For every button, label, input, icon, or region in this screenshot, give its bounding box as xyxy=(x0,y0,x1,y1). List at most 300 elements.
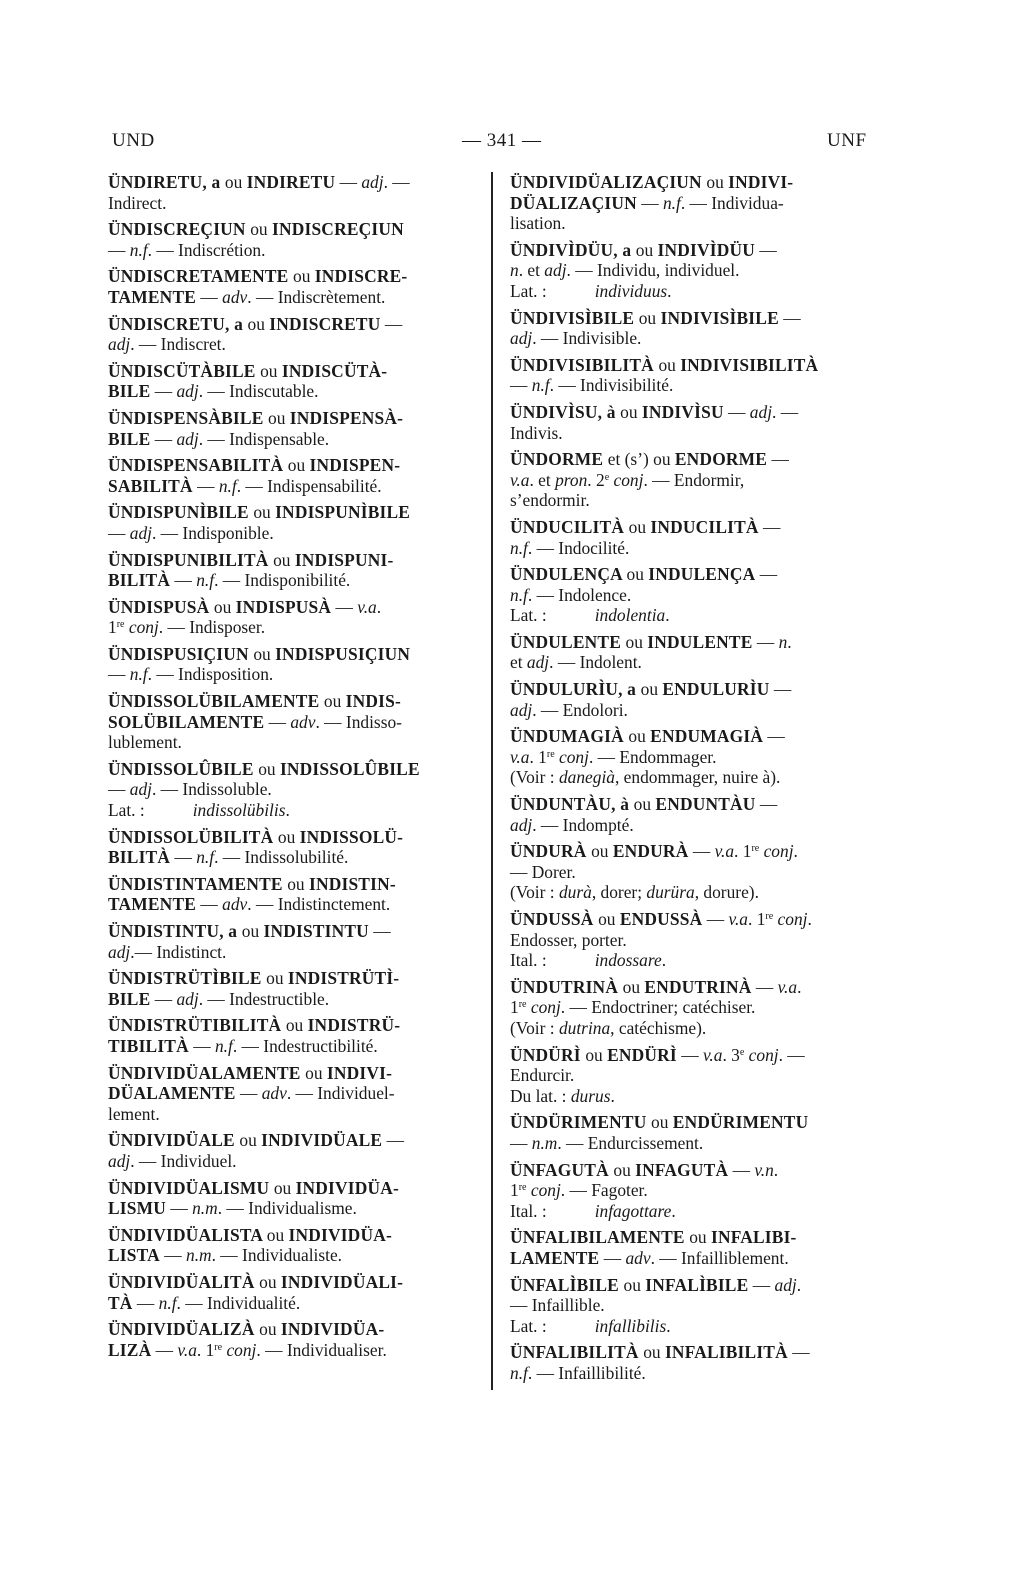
entry-definition-line xyxy=(108,1103,478,1125)
text-run: . — Individua- xyxy=(680,192,784,213)
entry-definition-line xyxy=(108,286,478,308)
text-run: Endosser, porter. xyxy=(510,929,627,950)
entry-headline xyxy=(108,549,478,571)
headword: INDISPUSÀ xyxy=(235,596,332,617)
dictionary-entry xyxy=(510,564,882,626)
entry-definition-line xyxy=(510,584,882,606)
text-run: . — Indestructibilité. xyxy=(232,1035,378,1056)
entry-definition-line xyxy=(510,929,882,951)
entry-definition-line xyxy=(510,375,882,396)
text-run: . — Indistinctement. xyxy=(247,894,391,915)
headword: BILE xyxy=(108,988,151,1009)
text-run: ou xyxy=(266,968,288,989)
headword: ÜNDIVIDÜALAMENTE xyxy=(108,1062,306,1083)
entry-definition-line xyxy=(108,428,478,450)
ordinal-superscript: re xyxy=(116,619,125,631)
headword: ÜNDISTINTAMENTE xyxy=(108,873,288,894)
dictionary-entry xyxy=(108,827,478,868)
text-run: . 1 xyxy=(196,1339,215,1360)
headword: ÜNDUSSÀ xyxy=(510,909,599,929)
grammar-label: n xyxy=(778,631,788,652)
text-run: — xyxy=(510,375,532,396)
text-run: — xyxy=(755,564,778,585)
dictionary-entry xyxy=(510,679,882,720)
entry-definition-line xyxy=(108,522,478,544)
dictionary-entry xyxy=(510,1227,882,1268)
entry-headline xyxy=(510,239,882,261)
headword: ENDÜRIMENTU xyxy=(672,1112,809,1133)
ordinal-superscript: re xyxy=(546,748,555,760)
text-run: . — xyxy=(778,1044,805,1065)
dictionary-entry xyxy=(108,874,478,915)
text-run: — xyxy=(382,1130,404,1151)
text-run: . — Endoctriner; catéchiser. xyxy=(560,997,756,1018)
text-run: — xyxy=(778,307,801,328)
entry-definition-line xyxy=(510,1017,882,1039)
entry-definition-line xyxy=(108,664,478,685)
grammar-label: conj xyxy=(530,997,561,1018)
text-run: — xyxy=(166,1198,193,1219)
grammar-label: infagottare xyxy=(594,1200,672,1221)
entry-definition-line xyxy=(510,1247,882,1269)
entry-definition-line xyxy=(510,950,882,971)
headword: ÜNDIVIDÜALIZAÇIUN xyxy=(510,172,707,192)
entry-headline xyxy=(108,758,478,780)
grammar-label: n xyxy=(510,260,519,281)
entry-definition-line xyxy=(108,1339,478,1361)
entry-definition-line xyxy=(510,537,882,559)
entry-definition-line xyxy=(510,652,882,673)
headword: INDISTRÜTÌ- xyxy=(287,968,400,989)
column-divider xyxy=(491,172,493,1390)
grammar-label: v.n xyxy=(754,1159,774,1180)
text-run: . — xyxy=(772,401,799,422)
entry-definition-line xyxy=(510,328,882,349)
dictionary-entry xyxy=(108,266,478,307)
dictionary-entry xyxy=(510,726,882,788)
text-run: . — Indispensabilité. xyxy=(236,475,382,496)
text-run: . xyxy=(285,800,290,821)
text-run: ou xyxy=(273,1177,296,1198)
grammar-label: adj xyxy=(129,779,152,800)
grammar-label: n.m xyxy=(186,1245,212,1266)
entry-definition-line xyxy=(108,239,478,261)
text-run: ou xyxy=(258,758,280,779)
grammar-label: n.m xyxy=(531,1132,558,1153)
entry-definition-line xyxy=(510,1362,882,1384)
text-run: ou xyxy=(591,841,613,862)
headword: ÜNDUNTÀU, à xyxy=(510,794,634,815)
grammar-label: infallibilis xyxy=(594,1315,667,1336)
headword: INDISPUNÌBILE xyxy=(275,502,411,523)
entry-definition-line xyxy=(510,1085,882,1107)
headword: INDUCILITÀ xyxy=(650,516,759,537)
text-run: , dorure). xyxy=(694,882,759,903)
entry-definition-line xyxy=(510,699,882,721)
dictionary-entry xyxy=(108,219,478,260)
text-run: . xyxy=(667,280,672,301)
text-run: . — Individualité. xyxy=(176,1292,301,1313)
headword: SABILITÀ xyxy=(108,475,193,496)
dictionary-entry xyxy=(510,1275,882,1337)
entry-headline xyxy=(510,794,882,815)
text-run: — xyxy=(108,779,130,800)
grammar-label: n.m xyxy=(192,1198,218,1219)
entry-definition-line xyxy=(108,1292,478,1314)
text-run: ou xyxy=(241,921,264,941)
text-run: . xyxy=(610,1085,615,1106)
text-run: — Dorer. xyxy=(510,861,576,882)
grammar-label: conj xyxy=(613,469,644,490)
grammar-label: adv xyxy=(261,1083,287,1104)
text-run: . — Indolent. xyxy=(549,652,642,673)
text-run: — xyxy=(510,1132,532,1153)
grammar-label: n.f xyxy=(196,570,215,591)
entry-headline xyxy=(108,313,478,335)
grammar-label: individuus xyxy=(594,280,668,301)
text-run: ou xyxy=(239,1130,262,1151)
dictionary-entry xyxy=(510,632,882,673)
entry-definition-line xyxy=(510,1065,882,1086)
entry-definition-line xyxy=(510,490,882,511)
headword: ÜNDISPENSABILITÀ xyxy=(108,455,288,476)
headword: DÜALIZAÇIUN xyxy=(510,192,637,213)
dictionary-entry xyxy=(108,968,478,1009)
running-head-left: UND xyxy=(112,130,155,151)
text-run: — xyxy=(723,401,750,422)
text-run: — xyxy=(751,976,778,997)
grammar-label: n.f xyxy=(129,239,148,260)
headword: ÜNDULURÌU, a xyxy=(510,679,641,700)
headword: ÜNDIRETU, a xyxy=(108,172,225,192)
text-run: . — Indolence. xyxy=(527,584,632,605)
dictionary-entry xyxy=(510,1160,882,1222)
entry-headline xyxy=(510,449,882,470)
entry-definition-line xyxy=(510,280,882,302)
dictionary-entry xyxy=(108,1178,478,1219)
dictionary-entry xyxy=(108,691,478,753)
text-run: (Voir : xyxy=(510,882,559,903)
text-run: . — Indisposer. xyxy=(158,617,266,638)
text-run: — xyxy=(755,794,778,815)
grammar-label: n.f xyxy=(662,192,681,213)
dictionary-entry xyxy=(510,1112,882,1153)
grammar-label: conj xyxy=(128,617,159,638)
text-run: ou xyxy=(651,1112,673,1133)
text-run: , catéchisme). xyxy=(610,1017,707,1038)
headword: INFAGUTÀ xyxy=(635,1159,729,1180)
dictionary-entry xyxy=(108,1225,478,1266)
entry-headline xyxy=(108,172,478,193)
text-run: Lat. : xyxy=(510,1315,547,1336)
text-run: . — Indiscutable. xyxy=(198,381,319,402)
headword: ENDÜRÌ xyxy=(607,1044,677,1065)
headword: ÜNFALÌBILE xyxy=(510,1274,624,1295)
headword: ÜNDIVISIBILITÀ xyxy=(510,354,659,375)
dictionary-entry xyxy=(108,1063,478,1125)
dictionary-entry xyxy=(108,314,478,355)
grammar-label: adj xyxy=(510,699,533,720)
text-run: — xyxy=(769,679,792,700)
headword: BILITÀ xyxy=(108,847,171,868)
text-run: — xyxy=(235,1083,262,1104)
dictionary-entry xyxy=(510,794,882,835)
entry-headline xyxy=(108,1271,478,1293)
headword: ENDULURÌU xyxy=(662,679,770,700)
headword: INFALIBI- xyxy=(710,1227,797,1248)
headword: ÜNDISPUNÌBILE xyxy=(108,502,254,523)
headword: SOLÜBILAMENTE xyxy=(108,711,265,732)
entry-definition-line xyxy=(510,422,882,444)
entry-headline xyxy=(108,826,478,848)
headword: ÜNDISSOLÜBILAMENTE xyxy=(108,691,324,712)
dictionary-entry xyxy=(108,921,478,962)
entry-definition-line xyxy=(510,1180,882,1201)
text-run: et (s’) ou xyxy=(607,449,675,470)
text-run: — xyxy=(380,313,403,334)
text-run: . xyxy=(666,1315,671,1336)
headword: LISMU xyxy=(108,1198,167,1219)
headword: INDIVI- xyxy=(326,1062,393,1083)
dictionary-entry xyxy=(510,1045,882,1107)
ordinal-superscript: e xyxy=(604,471,610,483)
grammar-label: v.a xyxy=(714,841,735,862)
entry-headline xyxy=(510,564,882,585)
text-run: — xyxy=(636,192,663,213)
headword: ÜNDISTINTU, a xyxy=(108,921,242,941)
headword: ÜNDISCREÇIUN xyxy=(108,219,251,240)
text-run: ou xyxy=(598,909,620,929)
entry-headline xyxy=(108,1062,478,1084)
text-run: 1 xyxy=(108,617,117,638)
text-run: ou xyxy=(287,455,310,476)
text-run: — xyxy=(150,988,177,1009)
headword: BILITÀ xyxy=(108,570,171,591)
text-run: . — Endolori. xyxy=(532,699,628,720)
entry-headline xyxy=(108,502,478,523)
text-run: . — Indissolubilité. xyxy=(214,847,349,868)
text-run: — xyxy=(108,522,130,543)
text-run: ou xyxy=(253,643,276,664)
text-run: (Voir : xyxy=(510,767,559,788)
dictionary-entry xyxy=(510,517,882,558)
entry-headline xyxy=(510,1227,882,1248)
entry-definition-line xyxy=(108,847,478,868)
headword: ENDUMAGIÀ xyxy=(650,726,764,747)
headword: INDISCRETU xyxy=(269,313,381,334)
grammar-label: adv xyxy=(222,286,248,307)
headword: ÜNDÜRIMENTU xyxy=(510,1112,652,1133)
grammar-label: n.f xyxy=(129,664,148,685)
dictionary-entry xyxy=(108,759,478,821)
text-run: — xyxy=(108,664,130,685)
entry-definition-line xyxy=(510,260,882,281)
text-run: ou xyxy=(613,1159,636,1180)
headword: ÜNFAGUTÀ xyxy=(510,1159,614,1180)
headword: ÜNDULENTE xyxy=(510,631,626,652)
entry-headline xyxy=(510,401,882,423)
headword: ÜNDORME xyxy=(510,449,608,470)
entry-definition-line xyxy=(510,1132,882,1154)
headword: INDIVÌSU xyxy=(641,401,724,422)
grammar-label: adv xyxy=(290,711,316,732)
headword: INDIRETU xyxy=(246,172,336,192)
entry-headline xyxy=(108,643,478,665)
grammar-label: conj xyxy=(226,1339,257,1360)
grammar-label: adj xyxy=(544,260,567,281)
text-run: — xyxy=(335,172,362,192)
text-run: ou xyxy=(658,354,681,375)
text-run: ou xyxy=(213,596,236,617)
text-run: — xyxy=(108,239,130,260)
entry-definition-line xyxy=(510,746,882,768)
text-run: ou xyxy=(638,307,661,328)
dictionary-entry xyxy=(108,1015,478,1056)
headword: ÜNFALIBILAMENTE xyxy=(510,1227,690,1248)
headword: INDIVIDÜA- xyxy=(280,1319,385,1340)
text-run: . 3 xyxy=(722,1044,740,1065)
grammar-label: durüra xyxy=(646,882,695,903)
text-run: — xyxy=(150,428,177,449)
text-run: — xyxy=(159,1245,186,1266)
grammar-label: adj xyxy=(176,381,199,402)
headword: ÜNDISPUSÀ xyxy=(108,596,214,617)
headword: INDISPEN- xyxy=(309,455,401,476)
entry-definition-line xyxy=(108,779,478,800)
text-run: ou xyxy=(268,407,290,428)
text-run: Lat. : xyxy=(510,280,547,301)
headword: LIZÀ xyxy=(108,1339,152,1360)
dictionary-column-right xyxy=(510,172,882,1389)
headword: INDISCREÇIUN xyxy=(271,219,404,240)
grammar-label: conj xyxy=(777,909,808,929)
headword: INDIVIDÜALI- xyxy=(280,1271,404,1292)
grammar-label: adj xyxy=(510,814,533,835)
entry-definition-line xyxy=(108,800,478,821)
headword: ÜNDISCRETU, a xyxy=(108,313,248,334)
entry-definition-line xyxy=(510,814,882,836)
text-run: — xyxy=(728,1159,755,1180)
entry-headline xyxy=(510,1159,882,1181)
text-run: ou xyxy=(293,266,315,287)
text-run: ou xyxy=(640,679,663,700)
text-run: . et xyxy=(529,469,556,490)
headword: BILE xyxy=(108,381,151,402)
headword: INDIVISIBILITÀ xyxy=(680,354,819,375)
headword: ÜNDIVIDÜALIZÀ xyxy=(108,1319,260,1340)
dictionary-entry xyxy=(510,308,882,349)
text-run: ou xyxy=(643,1342,665,1363)
text-run: . — Indocilité. xyxy=(527,537,630,558)
headword: TÀ xyxy=(108,1292,133,1313)
grammar-label: indossare xyxy=(594,950,662,971)
entry-definition-line xyxy=(510,605,882,626)
entry-definition-line xyxy=(108,988,478,1010)
entry-headline xyxy=(108,407,478,429)
headword: ÜNDUMAGIÀ xyxy=(510,726,629,747)
dictionary-entry xyxy=(510,977,882,1039)
grammar-label: n.f xyxy=(158,1292,177,1313)
entry-definition-line xyxy=(108,1245,478,1266)
headword: INDISPENSÀ- xyxy=(289,407,404,428)
grammar-label: adv xyxy=(625,1247,651,1268)
text-run: ou xyxy=(247,313,270,334)
text-run: , endommager, nuire à). xyxy=(614,767,781,788)
dictionary-entry xyxy=(510,402,882,443)
entry-definition-line xyxy=(510,1315,882,1337)
text-run: ou xyxy=(633,794,656,815)
entry-definition-line xyxy=(108,711,478,733)
entry-definition-line xyxy=(108,1035,478,1057)
text-run: ou xyxy=(625,631,648,652)
dictionary-entry xyxy=(108,502,478,543)
grammar-label: indissolübilis xyxy=(192,800,286,821)
text-run: . — Indivisible. xyxy=(532,328,642,349)
text-run: ou xyxy=(273,549,295,570)
text-run: ou xyxy=(689,1227,711,1248)
text-run: . 1 xyxy=(529,746,547,767)
text-run: . — Endurcissement. xyxy=(557,1132,704,1153)
text-run: ou xyxy=(323,691,346,712)
text-run: ou xyxy=(259,1319,281,1340)
text-run: . — Indiscret. xyxy=(130,334,226,355)
headword: INDULENTE xyxy=(647,631,753,652)
dictionary-entry xyxy=(510,841,882,903)
text-run: — xyxy=(331,596,358,617)
entry-definition-line xyxy=(108,381,478,402)
text-run: . — Fagoter. xyxy=(560,1180,648,1201)
text-run: — xyxy=(170,570,197,591)
entry-headline xyxy=(108,873,478,895)
grammar-label: durus xyxy=(570,1085,611,1106)
text-run: . xyxy=(773,1159,779,1180)
entry-definition-line xyxy=(510,192,882,214)
text-run: — xyxy=(196,894,223,915)
headword: INDISPUSIÇIUN xyxy=(275,643,411,664)
entry-headline xyxy=(108,921,478,942)
text-run: — xyxy=(748,1274,775,1295)
headword: ÜNDÜRÌ xyxy=(510,1044,586,1065)
text-run: lisation. xyxy=(510,213,566,234)
ordinal-superscript: re xyxy=(518,999,527,1011)
text-run: — xyxy=(150,381,177,402)
entry-definition-line xyxy=(108,894,478,915)
grammar-label: n.f xyxy=(531,375,550,396)
text-run: ou xyxy=(635,239,658,260)
text-run: . — Individuel. xyxy=(130,1150,237,1171)
headword: ÜNDIVIDÜALISMU xyxy=(108,1177,274,1198)
text-run: — xyxy=(676,1044,703,1065)
entry-definition-line xyxy=(510,469,882,491)
grammar-label: adv xyxy=(222,894,248,915)
text-run: .— Indistinct. xyxy=(130,941,227,962)
text-run: et xyxy=(510,652,527,673)
grammar-label: adj xyxy=(176,988,199,1009)
headword: ÜNDISTRÜTÌBILE xyxy=(108,968,267,989)
text-run: . — Indispensable. xyxy=(198,428,330,449)
headword: INDIVIDÜA- xyxy=(288,1224,392,1245)
headword: INDIVÌDÜU xyxy=(657,239,756,260)
grammar-label: adj xyxy=(510,328,533,349)
text-run: ou xyxy=(266,1224,289,1245)
headword: INDIVISÌBILE xyxy=(660,307,779,328)
entry-headline xyxy=(108,1177,478,1199)
dictionary-entry xyxy=(510,172,882,234)
entry-headline xyxy=(108,219,478,240)
dictionary-entry xyxy=(108,1272,478,1313)
text-run: ou xyxy=(628,726,651,747)
headword: ÜNDIVÌDÜU, a xyxy=(510,239,636,260)
